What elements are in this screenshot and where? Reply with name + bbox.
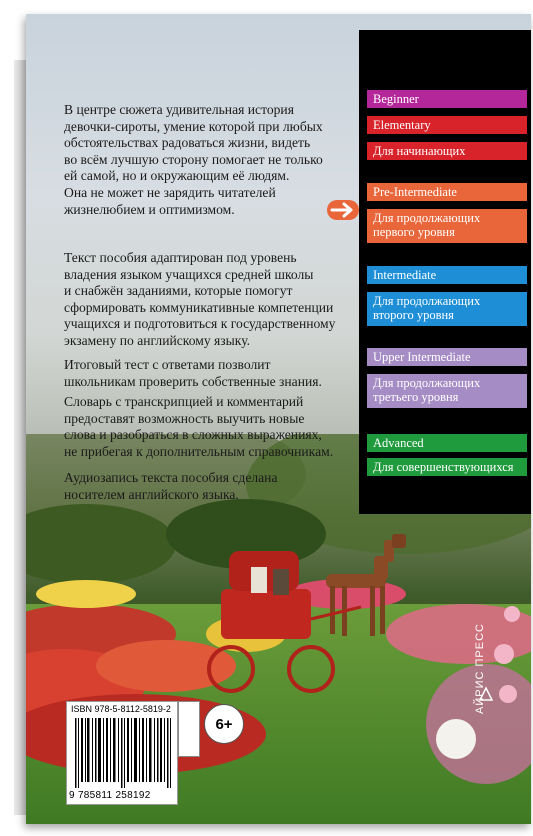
right-arrow-icon [326, 199, 360, 221]
barcode [73, 718, 173, 788]
level-advanced-ru: Для совершенствующихся [367, 458, 527, 476]
level-pre-intermediate: Pre-Intermediate [367, 183, 527, 201]
isbn-barcode-box [66, 701, 178, 805]
certification-stamp [178, 701, 200, 757]
level-advanced: Advanced [367, 434, 527, 452]
publisher-name: АЙРИС ПРЕСС [474, 623, 486, 714]
publisher-logo-icon [478, 686, 494, 702]
book [14, 14, 516, 820]
description-paragraph-1: В центре сюжета удивительная история девочки-сироты, умение которой при любых обстоятельствах радоваться жизни, видеть во всём лучшую сторону помогает не только ей самой, но и окружающим её людям. Она не может не зарядить читателей жизнелюбием и оптимизмом. [64, 102, 323, 217]
description-paragraph-4: Словарь с транскрипцией и комментарий предоставят возможность выучить новые слова и разобраться в сложных выражениях, не прибегая к дополнительным справочникам. [64, 394, 334, 459]
description-paragraph-3: Итоговый тест с ответами позволит школьникам проверить собственные знания. [64, 357, 322, 389]
level-continuing-3: Для продолжающих третьего уровня [367, 374, 527, 408]
level-upper-intermediate: Upper Intermediate [367, 348, 527, 366]
level-panel [359, 30, 531, 514]
book-spine [14, 60, 26, 815]
age-rating-badge: 6+ [204, 704, 244, 744]
barcode-number: 9 785811 258192 [69, 790, 151, 801]
level-intermediate: Intermediate [367, 266, 527, 284]
isbn-label: ISBN 978-5-8112-5819-2 [71, 704, 171, 714]
description-paragraph-5: Аудиозапись текста пособия сделана носителем английского языка. [64, 470, 278, 502]
description-paragraph-2: Текст пособия адаптирован под уровень владения языком учащихся средней школы и снабжён заданиями, которые помогут сформировать коммуникативные компетенции учащихся и подготовиться к государственному экзамену по английскому языку. [64, 250, 336, 348]
level-beginner: Beginner [367, 90, 527, 108]
level-beginners-ru: Для начинающих [367, 142, 527, 160]
level-elementary: Elementary [367, 116, 527, 134]
level-continuing-2: Для продолжающих второго уровня [367, 292, 527, 326]
back-cover [26, 14, 531, 824]
level-continuing-1: Для продолжающих первого уровня [367, 209, 527, 243]
